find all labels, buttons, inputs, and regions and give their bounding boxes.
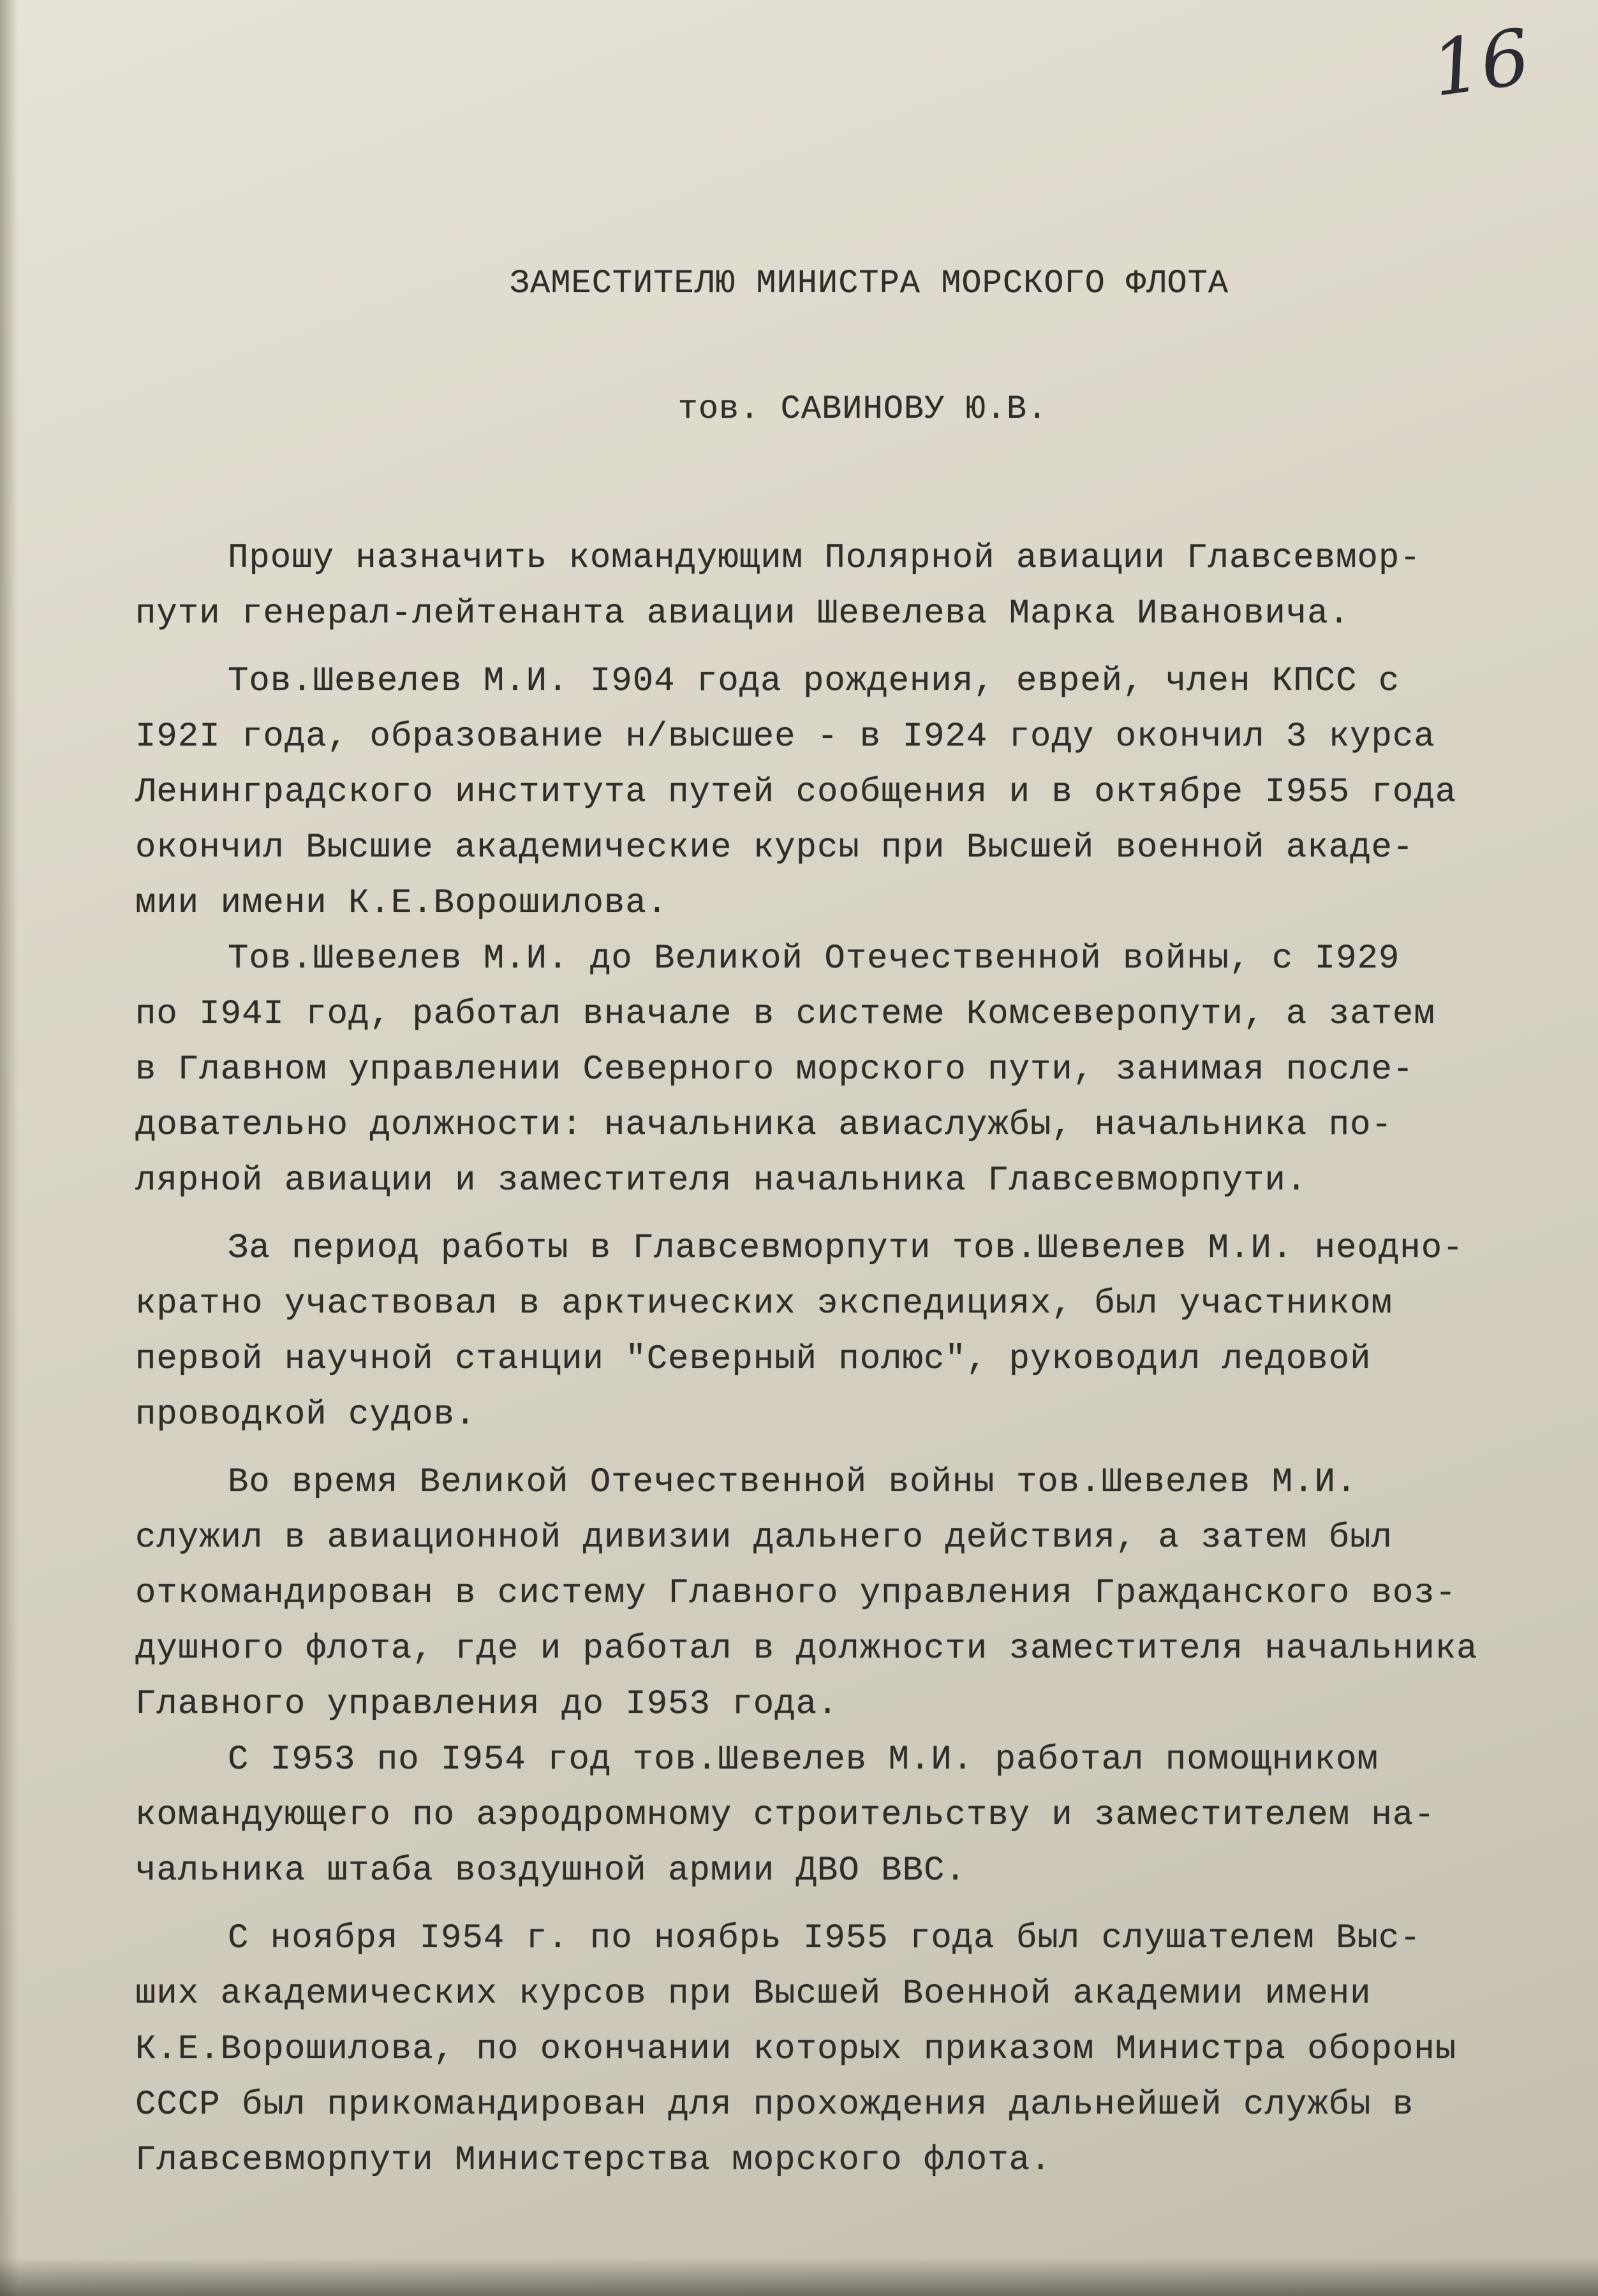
text-line: первой научной станции "Северный полюс", руководил ледовой xyxy=(135,1340,1372,1379)
text-line: душного флота, где и работал в должности заместителя начальника xyxy=(135,1630,1478,1668)
paragraph-prewar-service xyxy=(135,931,1583,1209)
text-line: Тов.Шевелев М.И. I904 года рождения, еврей, член КПСС с xyxy=(228,662,1400,701)
paragraph-arctic-expeditions xyxy=(135,1221,1583,1443)
paragraph-academy-courses xyxy=(135,1911,1583,2188)
text-line: С I953 по I954 год тов.Шевелев М.И. работал помощником xyxy=(228,1740,1379,1779)
text-line: командующего по аэродромному строительству и заместителем на- xyxy=(135,1796,1435,1835)
text-line: лярной авиации и заместителя начальника Главсевморпути. xyxy=(135,1161,1308,1200)
letter-body xyxy=(135,531,1583,2188)
text-line: ших академических курсов при Высшей Военной академии имени xyxy=(135,1975,1372,2013)
text-line: С ноября I954 г. по ноябрь I955 года был слушателем Выс- xyxy=(228,1919,1421,1958)
paragraph-wartime-service xyxy=(135,1455,1583,1732)
text-line: довательно должности: начальника авиаслужбы, начальника по- xyxy=(135,1106,1393,1145)
addressee-name: тов. САВИНОВУ Ю.В. xyxy=(677,390,1048,428)
text-line: Главного управления до I953 года. xyxy=(135,1685,839,1724)
text-line: Тов.Шевелев М.И. до Великой Отечественной войны, с I929 xyxy=(228,939,1400,978)
text-line: Во время Великой Отечественной войны тов.Шевелев М.И. xyxy=(228,1463,1358,1502)
text-line: чальника штаба воздушной армии ДВО ВВС. xyxy=(135,1851,966,1890)
text-line: За период работы в Главсевморпути тов.Шевелев М.И. неодно- xyxy=(228,1229,1464,1268)
text-line: кратно участвовал в арктических экспедициях, был участником xyxy=(135,1284,1393,1323)
text-line: пути генерал-лейтенанта авиации Шевелева Марка Ивановича. xyxy=(135,594,1350,633)
text-line: Ленинградского института путей сообщения и в октябре I955 года xyxy=(135,773,1457,812)
text-line: откомандирован в систему Главного управления Гражданского воз- xyxy=(135,1574,1457,1613)
paragraph-1953-service xyxy=(135,1732,1583,1899)
addressee-title: ЗАМЕСТИТЕЛЮ МИНИСТРА МОРСКОГО ФЛОТА xyxy=(509,265,1229,302)
text-line: СССР был прикомандирован для прохождения дальнейшей службы в xyxy=(135,2086,1414,2124)
text-line: Прошу назначить командующим Полярной авиации Главсевмор- xyxy=(228,539,1421,578)
text-line: в Главном управлении Северного морского пути, занимая после- xyxy=(135,1050,1414,1089)
page-edge-shadow xyxy=(0,2258,1598,2296)
paragraph-request xyxy=(135,531,1583,642)
text-line: К.Е.Ворошилова, по окончании которых приказом Министра обороны xyxy=(135,2030,1457,2069)
text-line: I92I года, образование н/высшее - в I924 году окончил 3 курса xyxy=(135,718,1435,756)
text-line: окончил Высшие академические курсы при Высшей военной акаде- xyxy=(135,828,1414,867)
text-line: служил в авиационной дивизии дальнего действия, а затем был xyxy=(135,1519,1393,1557)
text-line: проводкой судов. xyxy=(135,1395,477,1434)
text-line: мии имени К.Е.Ворошилова. xyxy=(135,884,669,923)
paragraph-biography xyxy=(135,654,1583,931)
text-line: по I94I год, работал вначале в системе Комсеверопути, а затем xyxy=(135,995,1435,1034)
text-line: Главсевморпути Министерства морского флота. xyxy=(135,2141,1052,2180)
handwritten-page-number: 16 xyxy=(1426,13,1535,114)
